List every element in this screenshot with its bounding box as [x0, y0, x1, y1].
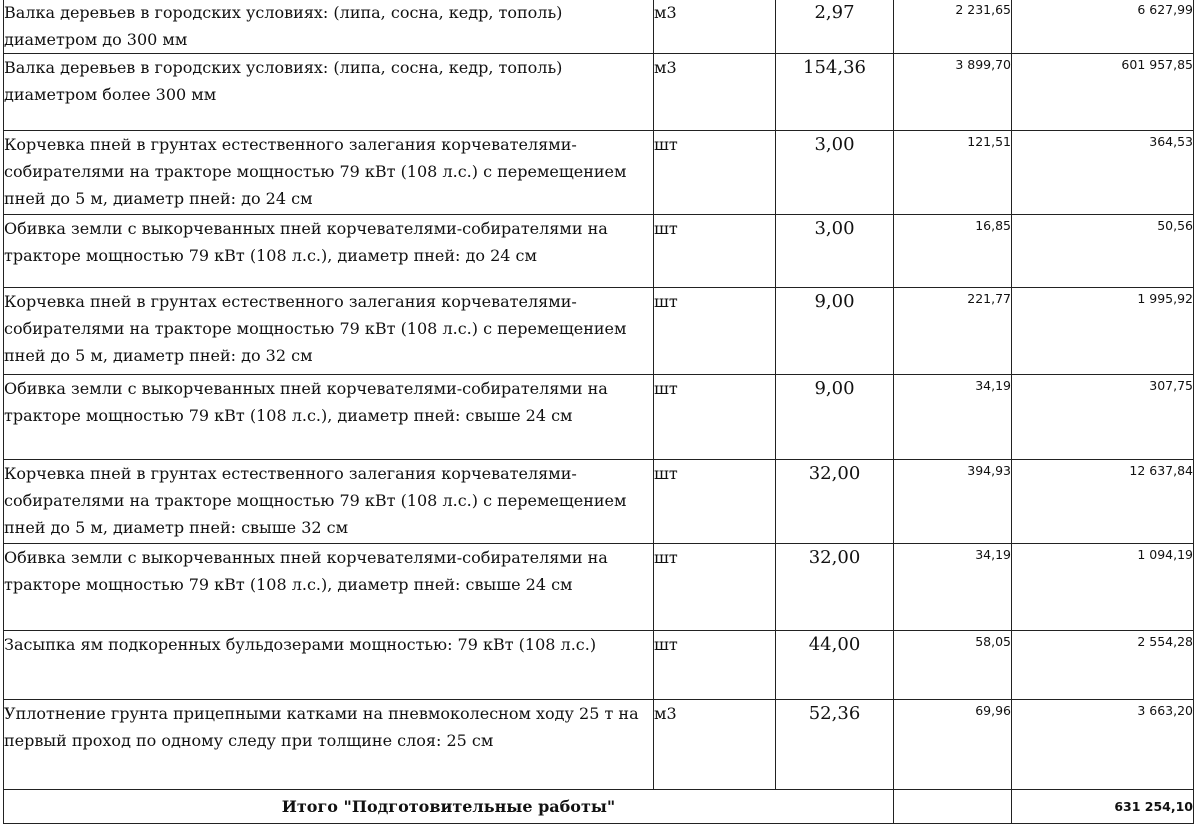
total-cost-cell: 1 995,92 [1012, 288, 1194, 375]
quantity-cell: 9,00 [776, 375, 894, 460]
work-description: Корчевка пней в грунтах естественного залегания корчевателями-собирателями на тракторе мощностью 79 кВт (108 л.с.) с перемещением пней до 5 м, диаметр пней: свыше 32 см [4, 460, 654, 544]
unit-cell: шт [654, 544, 776, 631]
unit-cell: м3 [654, 54, 776, 131]
quantity-cell: 52,36 [776, 700, 894, 790]
unit-price-cell: 34,19 [894, 544, 1012, 631]
work-description: Обивка земли с выкорчеванных пней корчевателями-собирателями на тракторе мощностью 79 кВт (108 л.с.), диаметр пней: свыше 24 см [4, 544, 654, 631]
total-cost-cell: 1 094,19 [1012, 544, 1194, 631]
total-cost-cell: 12 637,84 [1012, 460, 1194, 544]
unit-price-cell: 2 231,65 [894, 0, 1012, 54]
unit-cell: шт [654, 131, 776, 215]
unit-price-cell: 34,19 [894, 375, 1012, 460]
work-description: Корчевка пней в грунтах естественного залегания корчевателями-собирателями на тракторе мощностью 79 кВт (108 л.с.) с перемещением пней до 5 м, диаметр пней: до 32 см [4, 288, 654, 375]
summary-row [4, 790, 1194, 824]
work-description: Валка деревьев в городских условиях: (липа, сосна, кедр, тополь) диаметром до 300 мм [4, 0, 654, 54]
summary-empty-cell [894, 790, 1012, 824]
quantity-cell: 32,00 [776, 460, 894, 544]
total-cost-cell: 601 957,85 [1012, 54, 1194, 131]
summary-label: Итого "Подготовительные работы" [4, 790, 894, 824]
work-description: Уплотнение грунта прицепными катками на пневмоколесном ходу 25 т на первый проход по одному следу при толщине слоя: 25 см [4, 700, 654, 790]
table-row [4, 375, 1194, 460]
table-row [4, 131, 1194, 215]
table-row [4, 288, 1194, 375]
work-description: Валка деревьев в городских условиях: (липа, сосна, кедр, тополь) диаметром более 300 мм [4, 54, 654, 131]
unit-price-cell: 394,93 [894, 460, 1012, 544]
unit-cell: шт [654, 375, 776, 460]
unit-price-cell: 16,85 [894, 215, 1012, 288]
work-description: Засыпка ям подкоренных бульдозерами мощностью: 79 кВт (108 л.с.) [4, 631, 654, 700]
unit-price-cell: 69,96 [894, 700, 1012, 790]
estimate-table [3, 0, 1194, 824]
summary-total: 631 254,10 [1012, 790, 1194, 824]
total-cost-cell: 307,75 [1012, 375, 1194, 460]
unit-cell: м3 [654, 0, 776, 54]
table-row [4, 0, 1194, 54]
work-description: Обивка земли с выкорчеванных пней корчевателями-собирателями на тракторе мощностью 79 кВт (108 л.с.), диаметр пней: свыше 24 см [4, 375, 654, 460]
unit-cell: шт [654, 460, 776, 544]
unit-price-cell: 58,05 [894, 631, 1012, 700]
quantity-cell: 3,00 [776, 215, 894, 288]
total-cost-cell: 6 627,99 [1012, 0, 1194, 54]
unit-cell: м3 [654, 700, 776, 790]
table-row [4, 700, 1194, 790]
quantity-cell: 3,00 [776, 131, 894, 215]
table-row [4, 631, 1194, 700]
quantity-cell: 44,00 [776, 631, 894, 700]
table-row [4, 54, 1194, 131]
quantity-cell: 9,00 [776, 288, 894, 375]
quantity-cell: 32,00 [776, 544, 894, 631]
unit-price-cell: 3 899,70 [894, 54, 1012, 131]
unit-price-cell: 221,77 [894, 288, 1012, 375]
total-cost-cell: 3 663,20 [1012, 700, 1194, 790]
quantity-cell: 154,36 [776, 54, 894, 131]
unit-price-cell: 121,51 [894, 131, 1012, 215]
table-row [4, 215, 1194, 288]
unit-cell: шт [654, 631, 776, 700]
table-row [4, 544, 1194, 631]
unit-cell: шт [654, 215, 776, 288]
quantity-cell: 2,97 [776, 0, 894, 54]
total-cost-cell: 2 554,28 [1012, 631, 1194, 700]
work-description: Корчевка пней в грунтах естественного залегания корчевателями-собирателями на тракторе мощностью 79 кВт (108 л.с.) с перемещением пней до 5 м, диаметр пней: до 24 см [4, 131, 654, 215]
total-cost-cell: 50,56 [1012, 215, 1194, 288]
total-cost-cell: 364,53 [1012, 131, 1194, 215]
table-row [4, 460, 1194, 544]
work-description: Обивка земли с выкорчеванных пней корчевателями-собирателями на тракторе мощностью 79 кВт (108 л.с.), диаметр пней: до 24 см [4, 215, 654, 288]
unit-cell: шт [654, 288, 776, 375]
